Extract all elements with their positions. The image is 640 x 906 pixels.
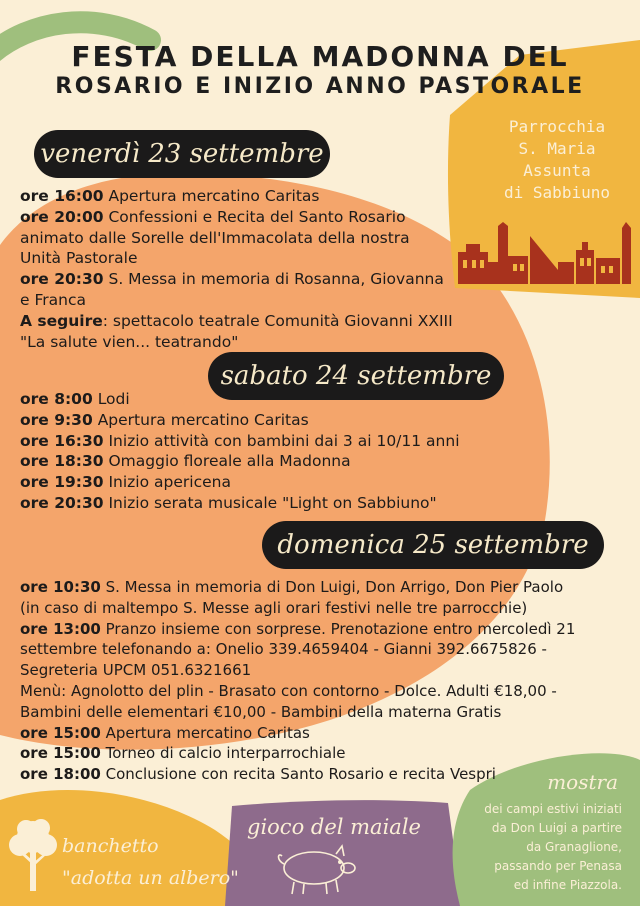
schedule-row <box>20 660 575 681</box>
schedule-row <box>20 431 460 452</box>
event: Apertura mercatino Caritas <box>100 723 310 742</box>
time: ore 9:30 <box>20 410 93 429</box>
parish-line: di Sabbiuno <box>504 183 610 202</box>
event: Lodi <box>92 390 130 408</box>
banchetto-line: banchetto <box>62 835 159 857</box>
time: ore 18:00 <box>20 765 101 784</box>
event: S. Messa in memoria di Don Luigi, Don Arrigo, Don Pier Paolo <box>100 578 564 596</box>
time: ore 10:30 <box>20 578 101 596</box>
mostra-line: passando per Penasa <box>494 859 622 873</box>
parish-line: S. Maria <box>518 139 596 158</box>
event: Apertura mercatino Caritas <box>92 410 309 429</box>
page-title: FESTA DELLA MADONNA DEL <box>71 40 569 73</box>
time: ore 20:30 <box>20 493 104 512</box>
time: ore 18:30 <box>20 452 104 471</box>
event: Unità Pastorale <box>20 249 138 268</box>
event: Inizio attività con bambini dai 3 ai 10/11 anni <box>103 431 460 450</box>
parish-line: Assunta <box>523 161 591 180</box>
schedule-row <box>20 723 575 744</box>
banchetto-label <box>62 830 239 894</box>
schedule-row <box>20 702 575 723</box>
event: Menù: Agnolotto del plin - Brasato con contorno - Dolce. Adulti €18,00 - <box>20 681 557 700</box>
event: settembre telefonando a: Onelio 339.4659404 - Gianni 392.6675826 - <box>20 640 547 659</box>
schedule-row <box>20 619 575 640</box>
schedule-row <box>20 269 453 290</box>
event: Pranzo insieme con sorprese. Prenotazione entro mercoledì 21 <box>100 619 576 638</box>
schedule-row <box>20 290 453 311</box>
schedule-row <box>20 248 453 269</box>
parish-line: Parrocchia <box>508 117 606 136</box>
event: : spettacolo teatrale Comunità Giovanni XXIII <box>102 311 453 330</box>
event: Inizio serata musicale "Light on Sabbiuno" <box>103 493 437 512</box>
mostra-description <box>452 800 622 895</box>
mostra-line: da Don Luigi a partire <box>491 821 622 835</box>
schedule-saturday <box>20 389 460 514</box>
schedule-sunday <box>20 577 575 785</box>
time: ore 13:00 <box>20 619 101 638</box>
time: ore 16:00 <box>20 187 104 205</box>
schedule-row <box>20 598 575 619</box>
gioco-label: gioco del maiale <box>247 815 421 839</box>
schedule-row <box>20 681 575 702</box>
pig-icon <box>272 842 362 898</box>
event: Torneo di calcio interparrochiale <box>100 744 346 763</box>
church-skyline-icon <box>458 222 636 284</box>
event: e Franca <box>20 290 86 309</box>
mostra-line: dei campi estivi iniziati <box>484 802 622 816</box>
parish-name <box>482 116 632 204</box>
schedule-row <box>20 228 453 249</box>
schedule-row <box>20 332 453 353</box>
event: Confessioni e Recita del Santo Rosario <box>103 207 406 226</box>
event: Segreteria UPCM 051.6321661 <box>20 661 252 680</box>
mostra-title: mostra <box>547 770 618 794</box>
schedule-row <box>20 743 575 764</box>
time: ore 16:30 <box>20 431 104 450</box>
time: ore 15:00 <box>20 723 101 742</box>
event: Conclusione con recita Santo Rosario e recita Vespri <box>100 765 496 784</box>
banchetto-line: "adotta un albero" <box>62 867 239 889</box>
schedule-row <box>20 311 453 332</box>
day-header-friday: venerdì 23 settembre <box>34 130 330 178</box>
event: Inizio apericena <box>103 473 231 492</box>
time: ore 8:00 <box>20 390 93 408</box>
time: ore 20:00 <box>20 207 104 226</box>
time: ore 15:00 <box>20 744 101 763</box>
day-header-saturday: sabato 24 settembre <box>208 352 504 400</box>
schedule-row <box>20 472 460 493</box>
schedule-row <box>20 410 460 431</box>
event: "La salute vien... teatrando" <box>20 332 239 351</box>
time: ore 20:30 <box>20 270 104 289</box>
mostra-line: da Granaglione, <box>526 840 622 854</box>
schedule-row <box>20 639 575 660</box>
event: Apertura mercatino Caritas <box>103 187 320 205</box>
event: Bambini delle elementari €10,00 - Bambini della materna Gratis <box>20 702 502 721</box>
schedule-row <box>20 451 460 472</box>
schedule-row <box>20 577 575 598</box>
time: A seguire <box>20 311 103 330</box>
schedule-row <box>20 186 453 207</box>
time: ore 19:30 <box>20 473 104 492</box>
day-header-sunday: domenica 25 settembre <box>262 521 604 569</box>
event: S. Messa in memoria di Rosanna, Giovanna <box>103 270 444 289</box>
tree-icon <box>6 815 60 895</box>
event: animato dalle Sorelle dell'Immacolata della nostra <box>20 228 410 247</box>
schedule-row <box>20 389 460 410</box>
event: (in caso di maltempo S. Messe agli orari festivi nelle tre parrocchie) <box>20 598 528 617</box>
page-subtitle: ROSARIO E INIZIO ANNO PASTORALE <box>55 74 585 99</box>
schedule-friday <box>20 186 453 352</box>
schedule-row <box>20 207 453 228</box>
schedule-row <box>20 493 460 514</box>
mostra-line: ed infine Piazzola. <box>513 878 622 892</box>
event: Omaggio floreale alla Madonna <box>103 452 351 471</box>
schedule-row <box>20 764 575 785</box>
